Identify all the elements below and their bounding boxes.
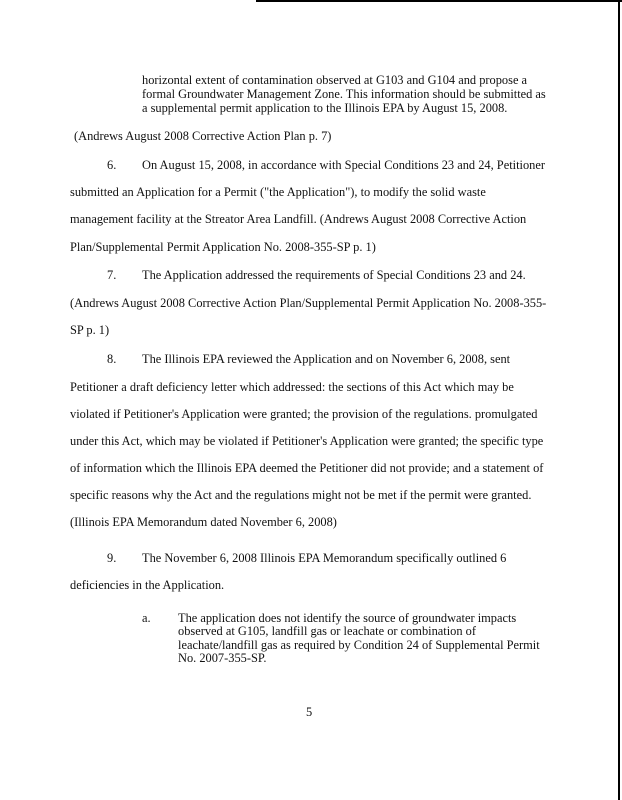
- paragraph-line: (Illinois EPA Memorandum dated November 6, 2008): [70, 515, 337, 529]
- paragraph-number: 8.: [107, 352, 117, 366]
- paragraph-line: The November 6, 2008 Illinois EPA Memorandum specifically outlined 6: [142, 551, 507, 565]
- paragraph-number: 6.: [107, 158, 117, 172]
- paragraph-line: of information which the Illinois EPA deemed the Petitioner did not provide; and a statement of: [70, 461, 544, 475]
- paragraph-line: violated if Petitioner's Application were granted; the provision of the regulations. promulgated: [70, 407, 538, 421]
- paragraph-line: The Illinois EPA reviewed the Application and on November 6, 2008, sent: [142, 352, 511, 366]
- quote-line: horizontal extent of contamination observed at G103 and G104 and propose a: [142, 73, 528, 87]
- paragraph-line: under this Act, which may be violated if Petitioner's Application were granted; the specific type: [70, 434, 544, 448]
- quote-line: a supplemental permit application to the Illinois EPA by August 15, 2008.: [142, 101, 508, 115]
- paragraph-line: (Andrews August 2008 Corrective Action Plan/Supplemental Permit Application No. 2008-355-: [70, 296, 547, 310]
- sub-item-letter: a.: [142, 611, 151, 625]
- paragraph-line: deficiencies in the Application.: [70, 578, 225, 592]
- paragraph-line: Plan/Supplemental Permit Application No. 2008-355-SP p. 1): [70, 240, 376, 254]
- paragraph-line: submitted an Application for a Permit ("the Application"), to modify the solid waste: [70, 185, 486, 199]
- paragraph-number: 9.: [107, 551, 117, 565]
- sub-item-line: The application does not identify the source of groundwater impacts: [178, 611, 517, 625]
- page-number: 5: [306, 705, 313, 719]
- paragraph-line: SP p. 1): [70, 323, 110, 337]
- sub-item-line: leachate/landfill gas as required by Condition 24 of Supplemental Permit: [178, 638, 540, 652]
- paragraph-line: On August 15, 2008, in accordance with Special Conditions 23 and 24, Petitioner: [142, 158, 545, 172]
- paragraph-line: management facility at the Streator Area Landfill. (Andrews August 2008 Corrective Action: [70, 212, 527, 226]
- page-border-top: [256, 0, 622, 2]
- paragraph-line: Petitioner a draft deficiency letter which addressed: the sections of this Act which may be: [70, 380, 514, 394]
- paragraph-line: specific reasons why the Act and the regulations might not be met if the permit were granted.: [70, 488, 532, 502]
- paragraph-number: 7.: [107, 268, 117, 282]
- sub-item-line: No. 2007-355-SP.: [178, 651, 267, 665]
- quote-line: formal Groundwater Management Zone. This information should be submitted as: [142, 87, 546, 101]
- paragraph-line: The Application addressed the requirements of Special Conditions 23 and 24.: [142, 268, 526, 282]
- sub-item-line: observed at G105, landfill gas or leachate or combination of: [178, 624, 476, 638]
- page-border-right: [618, 0, 620, 800]
- quote-citation: (Andrews August 2008 Corrective Action Plan p. 7): [74, 129, 332, 143]
